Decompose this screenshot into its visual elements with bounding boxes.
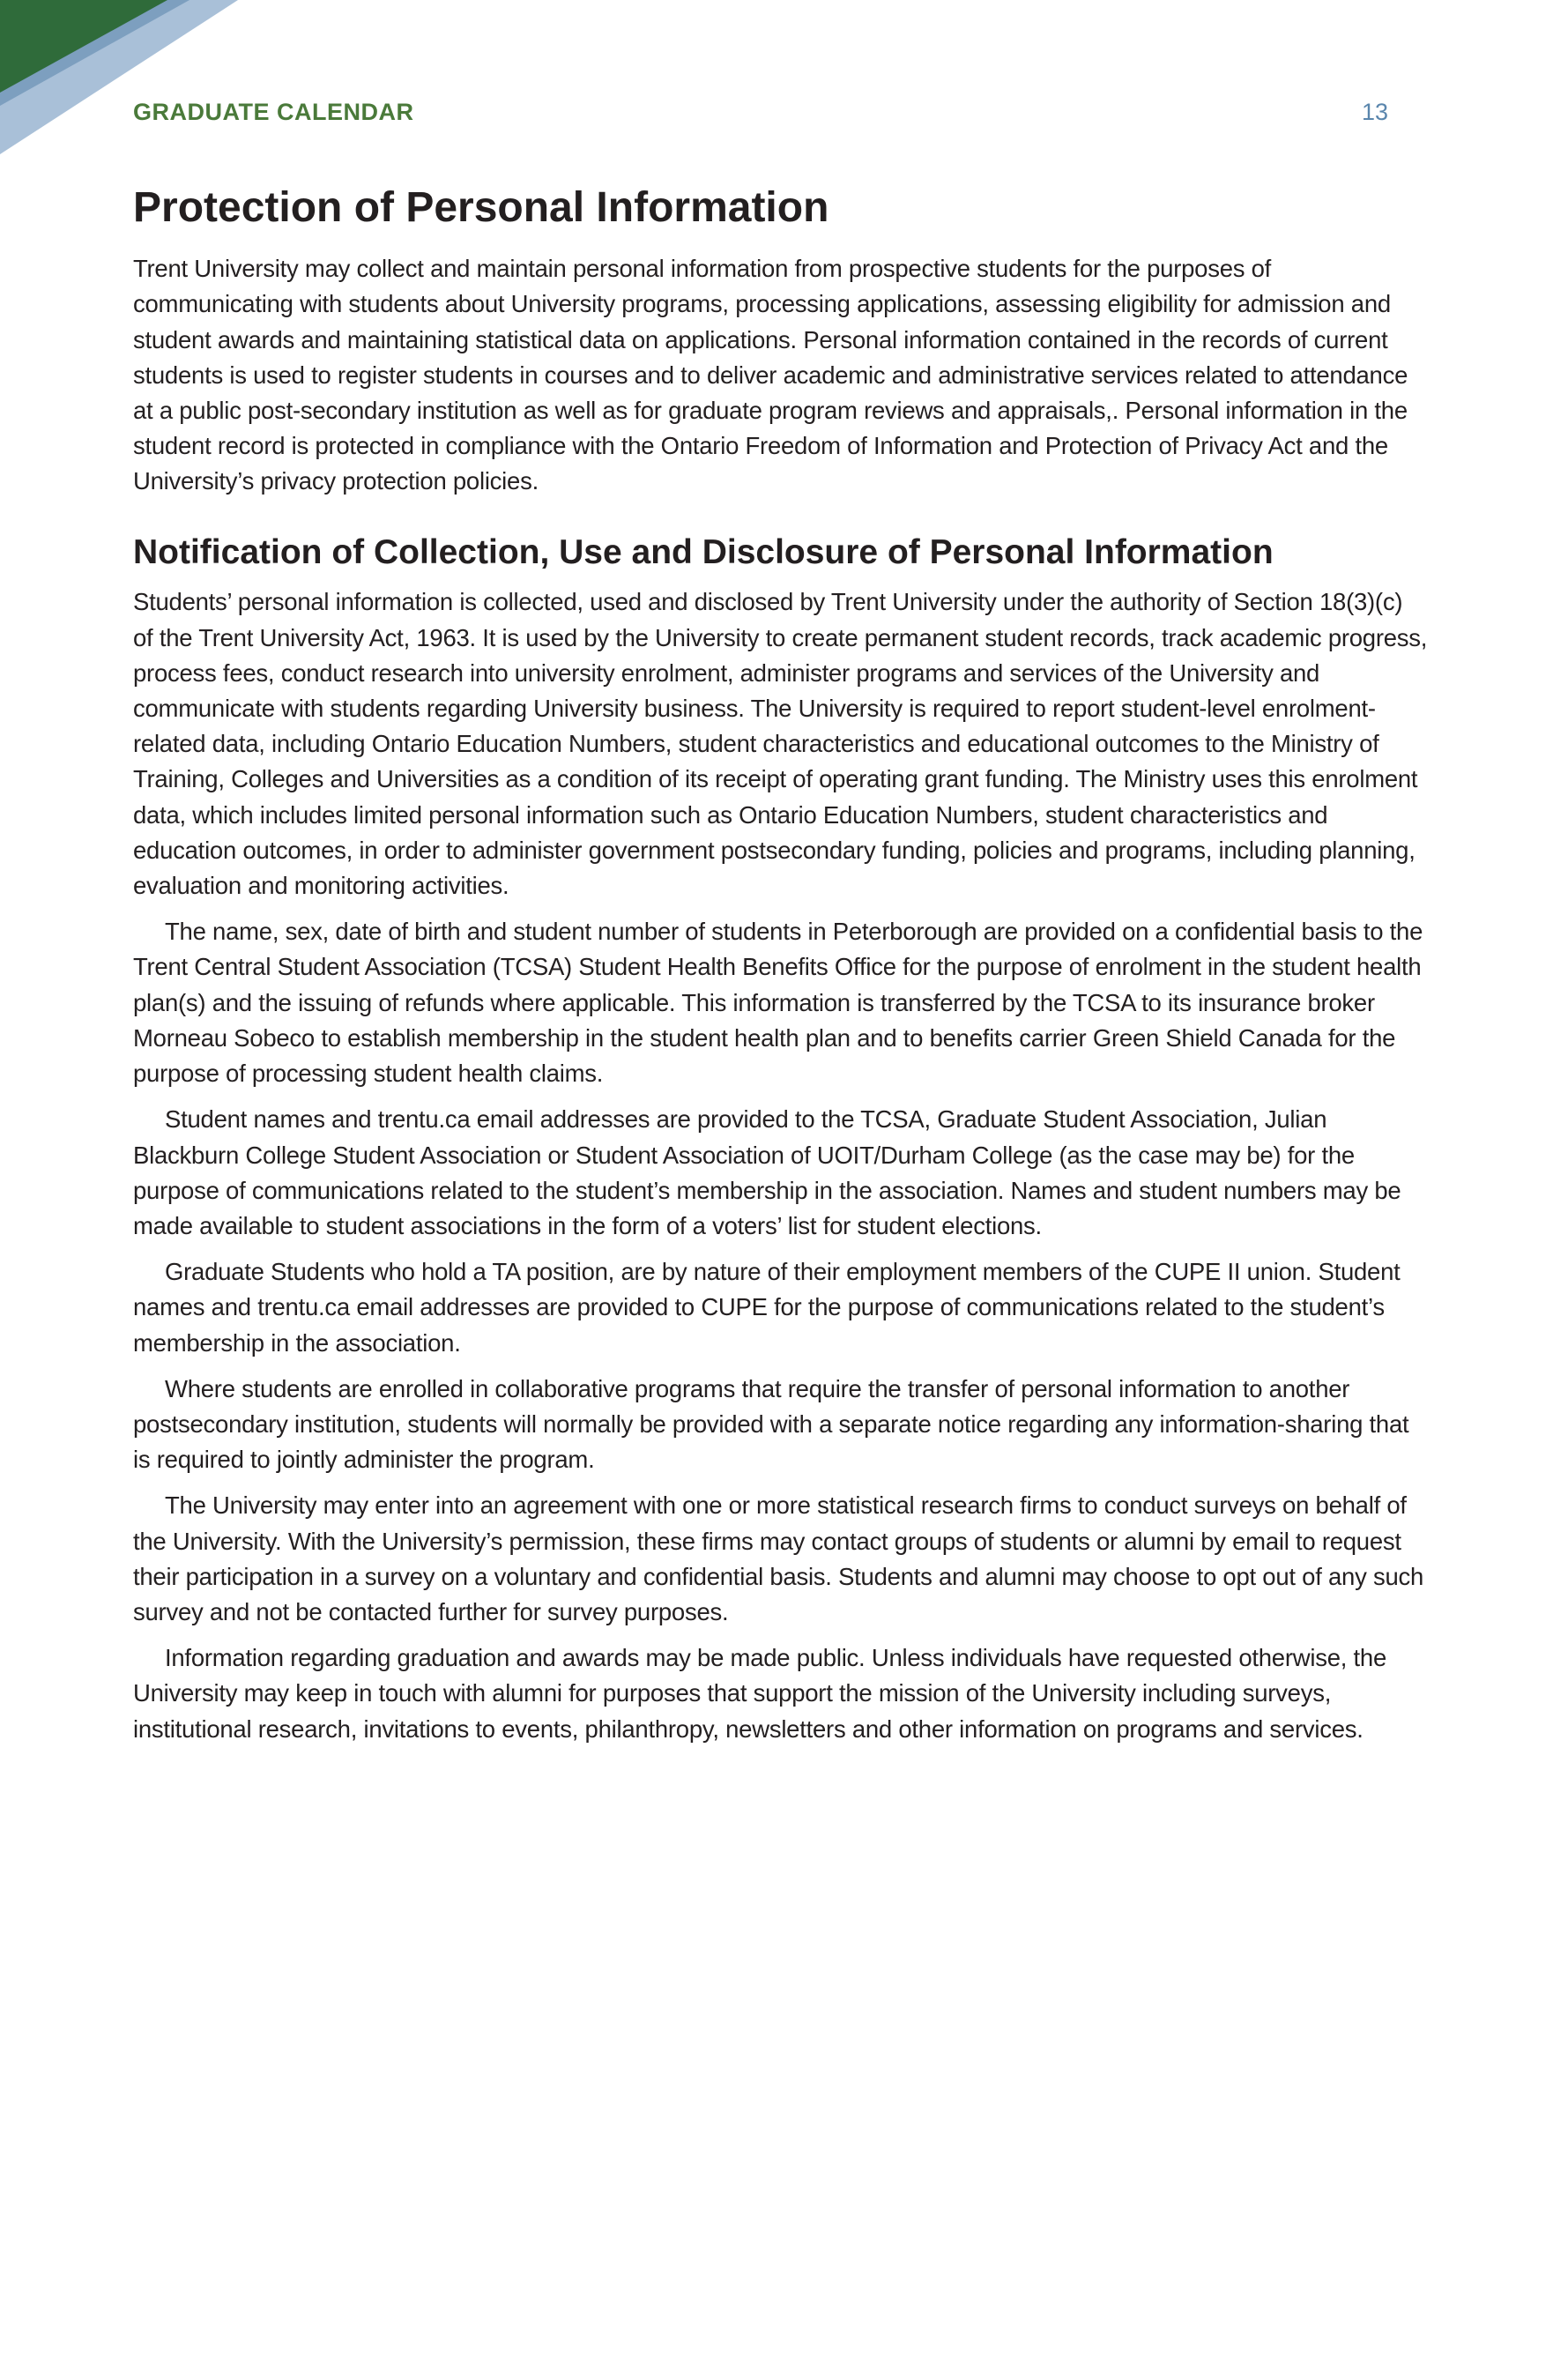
page-number: 13	[1361, 99, 1388, 125]
body-paragraph: Where students are enrolled in collaborative programs that require the transfer of personal information to another postsecondary institution, students will normally be provided with a separate notice regarding any information-sharing that is required to jointly administer the program.	[133, 1374, 1409, 1474]
corner-decoration	[0, 0, 264, 167]
body-paragraph: Student names and trentu.ca email addresses are provided to the TCSA, Graduate Student Association, Julian Blackburn College Student Association or Student Association of UOIT/Durham College (as the case may be) for the purpose of communications related to the student’s membership in the association. Names and student numbers may be made available to student associations in the form of a voters’ list for student elections.	[133, 1105, 1401, 1239]
section-heading-notification: Notification of Collection, Use and Disclosure of Personal Information	[133, 532, 1274, 571]
body-paragraph: Information regarding graduation and awards may be made public. Unless individuals have requested otherwise, the University may keep in touch with alumni for purposes that support the mission of the University including surveys, institutional research, invitations to events, philanthropy, newsletters and other information on programs and services.	[133, 1644, 1387, 1743]
body-paragraph: Trent University may collect and maintain personal information from prospective students for the purposes of communicating with students about University programs, processing applications, assessing eligibility for admission and student awards and maintaining statistical data on applications. Personal information contained in the records of current students is used to register students in courses and to deliver academic and administrative services related to attendance at a public post-secondary institution as well as for graduate program reviews and appraisals,. Personal information in the student record is protected in compliance with the Ontario Freedom of Information and Protection of Privacy Act and the University’s privacy protection policies.	[133, 255, 1408, 495]
page-body	[133, 183, 1429, 1758]
section-heading-protection: Protection of Personal Information	[133, 184, 829, 231]
body-paragraph: Students’ personal information is collected, used and disclosed by Trent University under the authority of Section 18(3)(c) of the Trent University Act, 1963. It is used by the University to create permanent student records, track academic progress, process fees, conduct research into university enrolment, administer programs and services of the University and communicate with students regarding University business. The University is required to report student-level enrolment-related data, including Ontario Education Numbers, student characteristics and educational outcomes to the Ministry of Training, Colleges and Universities as a condition of its receipt of operating grant funding. The Ministry uses this enrolment data, which includes limited personal information such as Ontario Education Numbers, student characteristics and education outcomes, in order to administer government postsecondary funding, policies and programs, including planning, evaluation and monitoring activities.	[133, 588, 1428, 900]
running-title: GRADUATE CALENDAR	[133, 99, 414, 125]
running-header	[133, 99, 1388, 134]
body-paragraph: Graduate Students who hold a TA position, are by nature of their employment members of the CUPE II union. Student names and trentu.ca email addresses are provided to CUPE for the purpose of communications related to the student’s membership in the association.	[133, 1258, 1401, 1357]
body-paragraph: The University may enter into an agreement with one or more statistical research firms to conduct surveys on behalf of the University. With the University’s permission, these firms may contact groups of students or alumni by email to request their participation in a survey on a voluntary and confidential basis. Students and alumni may choose to opt out of any such survey and not be contacted further for survey purposes.	[133, 1491, 1424, 1625]
body-paragraph: The name, sex, date of birth and student number of students in Peterborough are provided on a confidential basis to the Trent Central Student Association (TCSA) Student Health Benefits Office for the purpose of enrolment in the student health plan(s) and the issuing of refunds where applicable. This information is transferred by the TCSA to its insurance broker Morneau Sobeco to establish membership in the student health plan and to benefits carrier Green Shield Canada for the purpose of processing student health claims.	[133, 918, 1423, 1088]
